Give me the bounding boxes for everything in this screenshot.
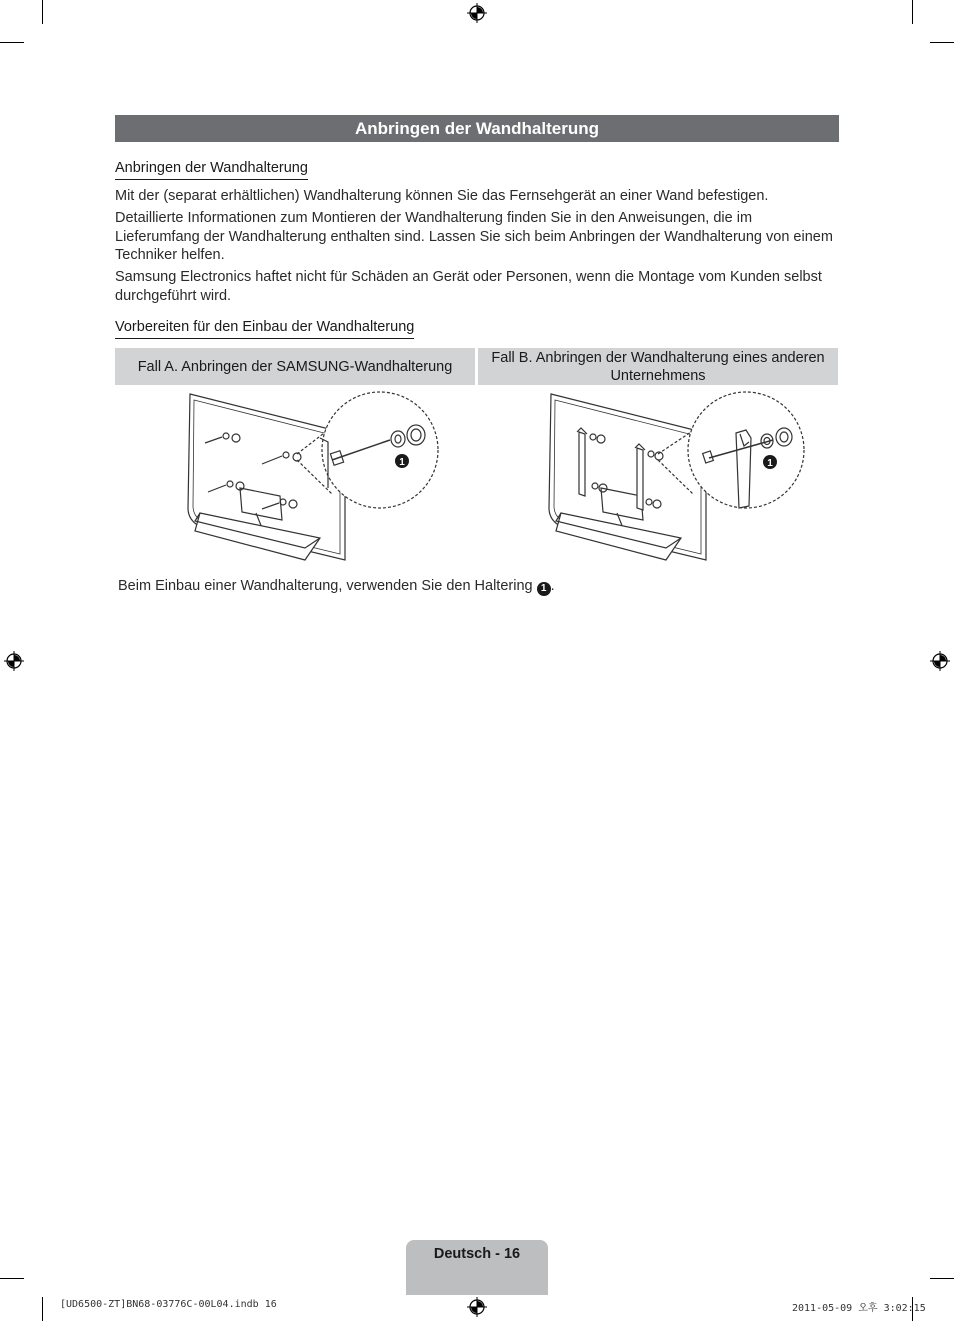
page-number-label: Deutsch - 16 — [433, 1246, 521, 1262]
paragraph-liability: Samsung Electronics haftet nicht für Schäden an Gerät oder Personen, wenn die Montage vom Kunden selbst durchgeführt wird. — [115, 269, 822, 304]
registration-mark-icon — [467, 1297, 487, 1317]
crop-mark — [42, 1297, 43, 1321]
illustration-case-b — [541, 388, 806, 566]
illustration-case-a — [180, 388, 445, 566]
registration-mark-icon — [467, 3, 487, 23]
registration-mark-icon — [930, 651, 950, 671]
case-a-label: Fall A. Anbringen der SAMSUNG-Wandhalterung — [137, 358, 453, 375]
date-slug: 2011-05-09 오후 3:02:15 — [792, 1303, 926, 1314]
paragraph-instructions: Detaillierte Informationen zum Montieren der Wandhalterung finden Sie in den Anweisungen, die im Lieferumfang der Wandhalterung enthalten sind. Lassen Sie sich beim Anbringen der Wandhalterung von einem Techniker helfen. — [115, 210, 833, 263]
crop-mark — [930, 42, 954, 43]
case-b-label-box — [478, 348, 838, 385]
crop-mark — [42, 0, 43, 24]
section-title: Anbringen der Wandhalterung — [115, 115, 839, 142]
subsection-heading-mounting: Anbringen der Wandhalterung — [115, 159, 308, 180]
callout-number-b: 1 — [767, 458, 773, 469]
note-text: Beim Einbau einer Wandhalterung, verwenden Sie den Haltering — [118, 578, 533, 594]
case-a-label-box — [115, 348, 475, 385]
case-b-label: Fall B. Anbringen der Wandhalterung eines anderen Unternehmens — [491, 349, 825, 384]
crop-mark — [912, 0, 913, 24]
crop-mark — [0, 42, 24, 43]
note-end: . — [550, 578, 555, 594]
paragraph-intro: Mit der (separat erhältlichen) Wandhalterung können Sie das Fernsehgerät an einer Wand befestigen. — [115, 188, 769, 204]
subsection-heading-preparation: Vorbereiten für den Einbau der Wandhalterung — [115, 318, 414, 339]
note-ref-number: 1 — [537, 582, 551, 596]
crop-mark — [0, 1278, 24, 1279]
callout-number-a: 1 — [399, 457, 405, 468]
crop-mark — [930, 1278, 954, 1279]
note-retaining-ring — [118, 577, 555, 596]
registration-mark-icon — [4, 651, 24, 671]
file-slug: [UD6500-ZT]BN68-03776C-00L04.indb 16 — [60, 1299, 277, 1310]
